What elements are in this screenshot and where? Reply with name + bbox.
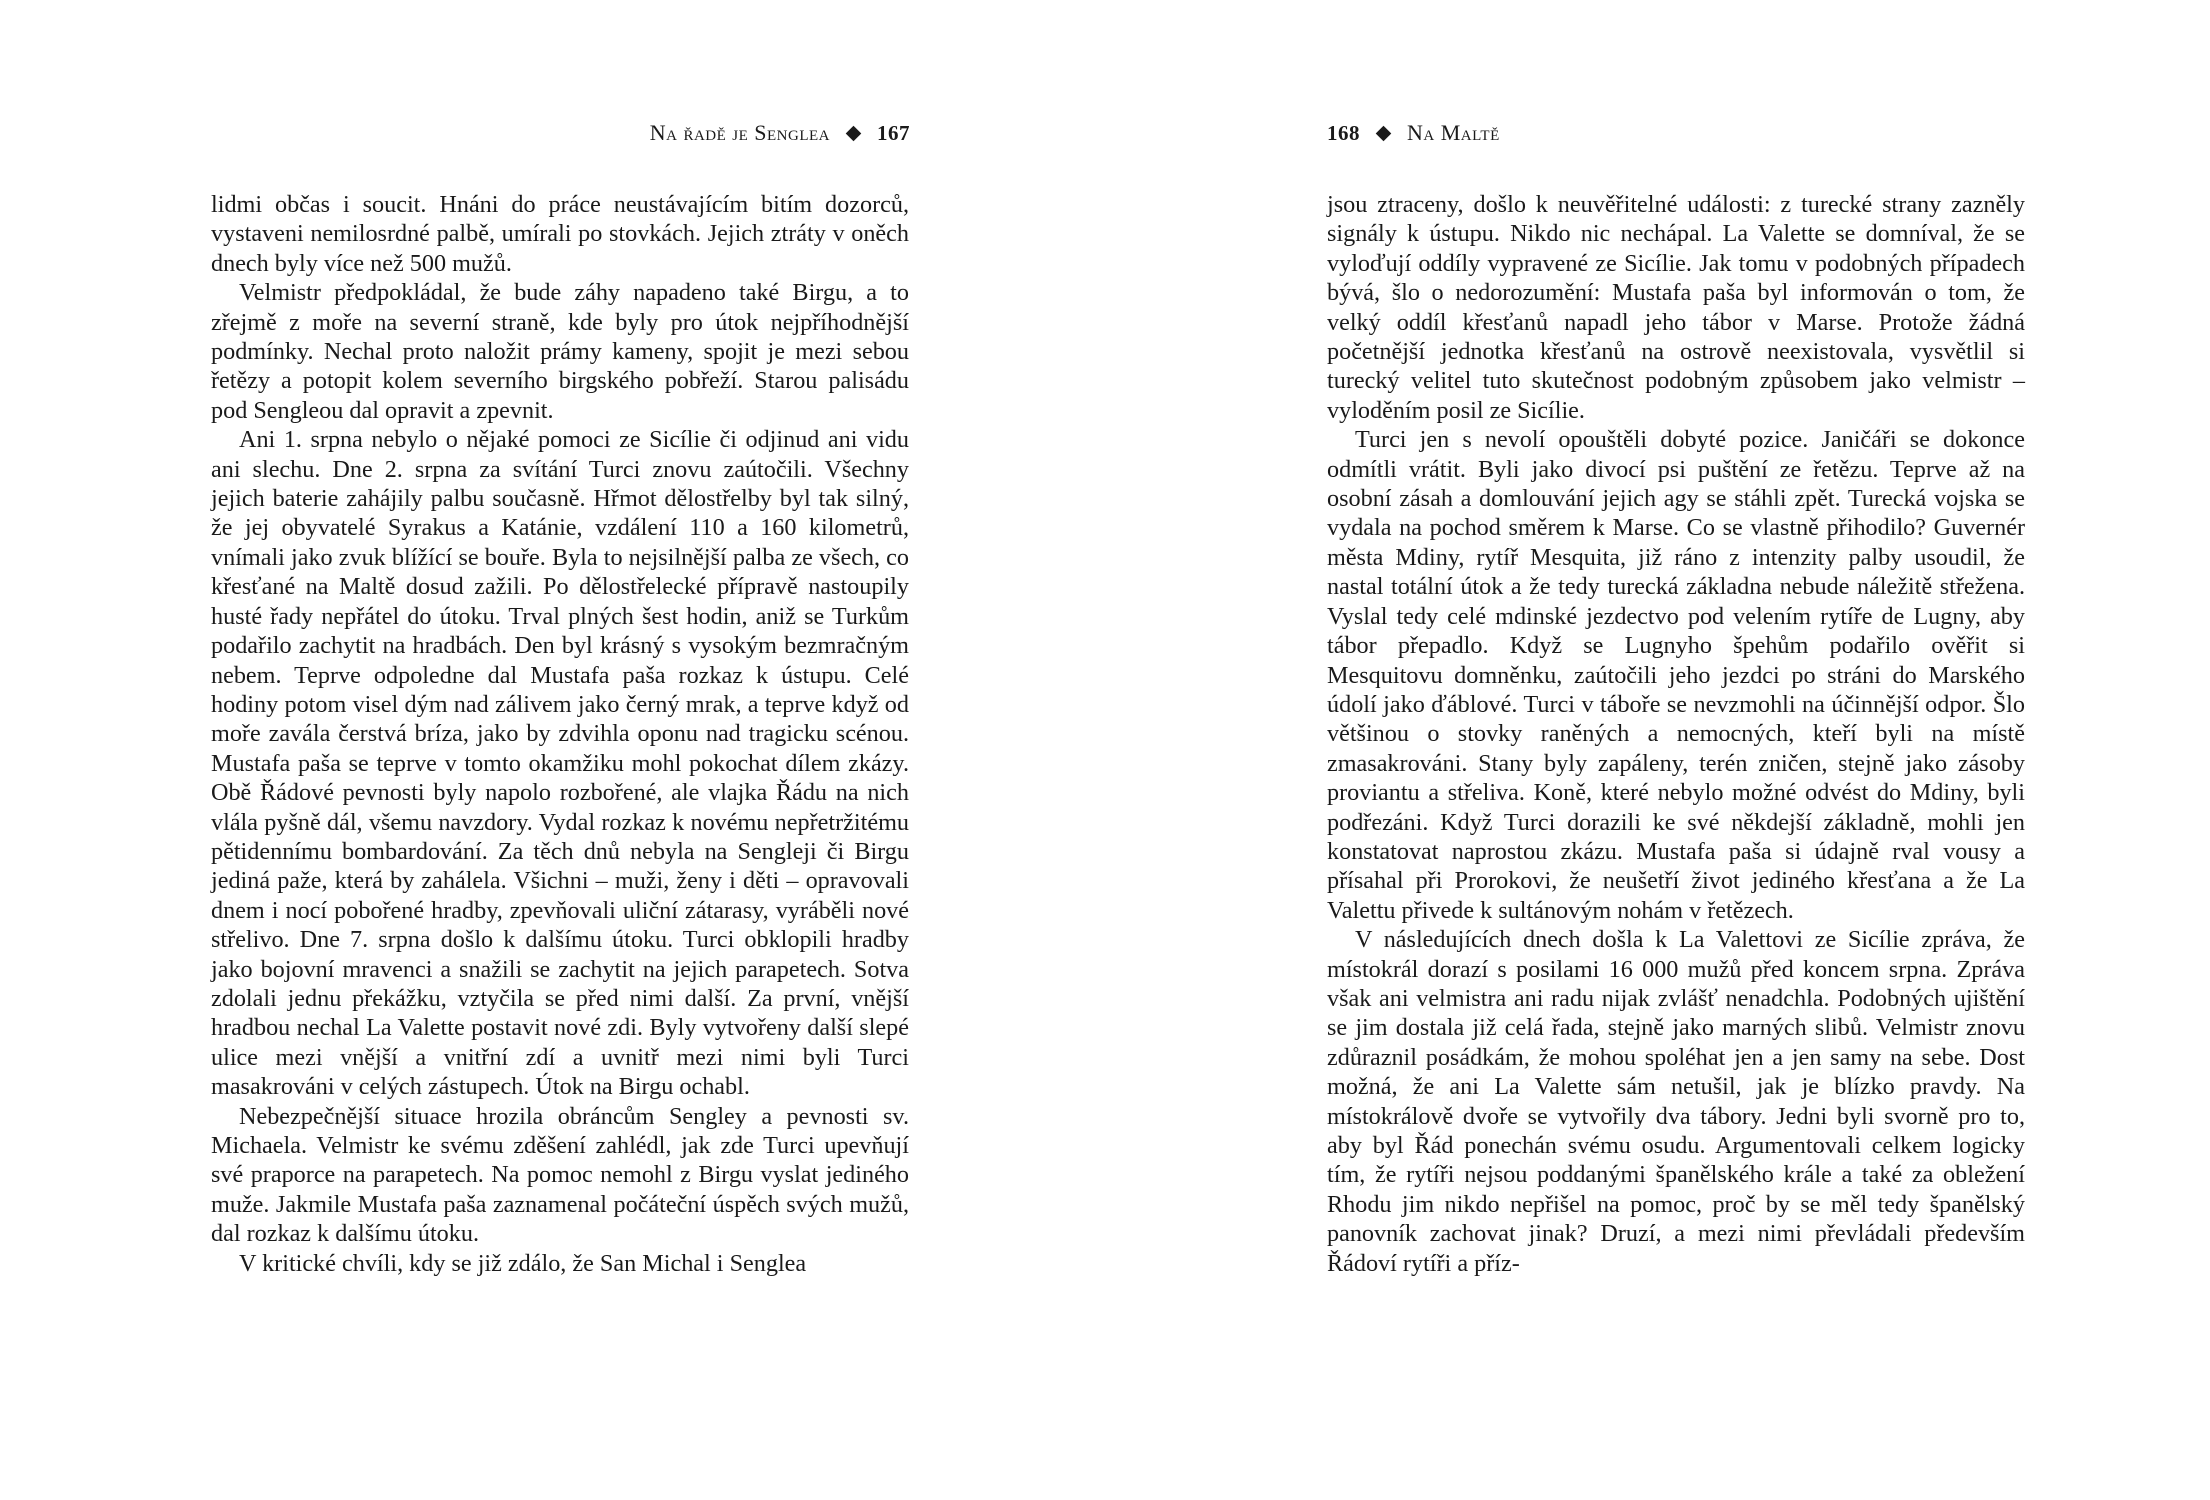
right-page: [1105, 0, 2210, 1500]
body-text-left: [211, 190, 909, 1278]
paragraph: Nebezpečnější situace hrozila obráncům Sengley a pevnosti sv. Michaela. Velmistr ke svému zděšení zahlédl, jak zde Turci upevňují své praporce na parapetech. Na pomoc nemohl z Birgu vyslat jediného muže. Jakmile Mustafa paša zaznamenal počáteční úspěch svých mužů, dal rozkaz k dalšímu útoku.: [211, 1102, 909, 1248]
paragraph: V následujících dnech došla k La Valettovi ze Sicílie zpráva, že místokrál dorazí s posilami 16 000 mužů před koncem srpna. Zpráva však ani velmistra ani radu nijak zvlášť nenadchla. Podobných ujištění se jim dostala již celá řada, stejně jako marných slibů. Velmistr znovu zdůraznil posádkám, že mohou spoléhat jen a jen samy na sebe. Dost možná, že ani La Valette sám netušil, jak je blízko pravdy. Na místokrálově dvoře se vytvořily dva tábory. Jedni byli svorně pro to, aby byl Řád ponechán svému osudu. Argumentovali celkem logicky tím, že rytíři nejsou poddanými španělského krále a také za obležení Rhodu jim nikdo nepřišel na pomoc, proč by se měl tedy španělský panovník zachovat jinak? Druzí, a mezi nimi převládali především Řádoví rytíři a příz-: [1327, 926, 2025, 1277]
book-section-title: Na Maltě: [1407, 120, 1500, 145]
diamond-ornament-icon: [1376, 125, 1392, 141]
paragraph: V kritické chvíli, kdy se již zdálo, že San Michal i Senglea: [239, 1249, 807, 1277]
body-text-right: [1327, 190, 2025, 1278]
chapter-title: Na řadě je Senglea: [649, 120, 830, 145]
page-number: 168: [1327, 120, 1360, 145]
running-head-right: [1327, 120, 1500, 146]
paragraph: Turci jen s nevolí opouštěli dobyté pozice. Janičáři se dokonce odmítli vrátit. Byli jako divocí psi puštění ze řetězu. Teprve až na osobní zásah a domlouvání jejich agy se stáhli zpět. Turecká vojska se vydala na pochod směrem k Marse. Co se vlastně přihodilo? Guvernér města Mdiny, rytíř Mesquita, již ráno z intenzity palby usoudil, že nastal totální útok a že tedy turecká základna nebude náležitě střežena. Vyslal tedy celé mdinské jezdectvo pod velením rytíře de Lugny, aby tábor přepadlo. Když se Lugnyho špehům podařilo ověřit si Mesquitovu domněnku, zaútočili jeho jezdci po stráni do Marského údolí jako ďáblové. Turci v táboře se nevzmohli na účinnější odpor. Šlo většinou o stovky raněných a nemocných, kteří byli na místě zmasakrováni. Stany byly zapáleny, terén zničen, stejně jako zásoby proviantu a střeliva. Koně, které nebylo možné odvést do Mdiny, byli podřezáni. Když Turci dorazili ke své někdejší základně, mohli jen konstatovat naprostou zkázu. Mustafa paša si údajně rval vousy a přísahal při Prorokovi, že neušetří život jediného křesťana a že La Valettu přivede k sultánovým nohám v řetězech.: [1327, 426, 2025, 924]
page-number: 167: [877, 120, 910, 145]
paragraph: jsou ztraceny, došlo k neuvěřitelné události: z turecké strany zazněly signály k ústupu. Nikdo nic nechápal. La Valette se domníval, že se vyloďují oddíly vypravené ze Sicílie. Jak tomu v podobných případech bývá, šlo o nedorozumění: Mustafa paša byl informován o tom, že velký oddíl křesťanů napadl jeho tábor v Marse. Protože žádná početnější jednotka křesťanů na ostrově neexistovala, vysvětlil si turecký velitel tuto skutečnost podobným způsobem jako velmistr – vyloděním posil ze Sicílie.: [1327, 191, 2025, 424]
paragraph: Velmistr předpokládal, že bude záhy napadeno také Birgu, a to zřejmě z moře na severní straně, kde byly pro útok nejpříhodnější podmínky. Nechal proto naložit prámy kameny, spojit je mezi sebou řetězy a potopit kolem severního birgského pobřeží. Starou palisádu pod Sengleou dal opravit a zpevnit.: [211, 279, 909, 424]
running-head-left: [650, 120, 910, 146]
diamond-ornament-icon: [846, 125, 862, 141]
paragraph: lidmi občas i soucit. Hnáni do práce neustávajícím bitím dozorců, vystaveni nemilosrdné palbě, umírali po stovkách. Jejich ztráty v oněch dnech byly více než 500 mužů.: [211, 191, 909, 277]
paragraph: Ani 1. srpna nebylo o nějaké pomoci ze Sicílie či odjinud ani vidu ani slechu. Dne 2. srpna za svítání Turci znovu zaútočili. Všechny jejich baterie zahájily palbu současně. Hřmot dělostřelby byl tak silný, že jej obyvatelé Syrakus a Katánie, vzdálení 110 a 160 kilometrů, vnímali jako zvuk blížící se bouře. Byla to nejsilnější palba ze všech, co křesťané na Maltě dosud zažili. Po dělostřelecké přípravě nastoupily husté řady nepřátel do útoku. Trval plných šest hodin, aniž se Turkům podařilo zachytit na hradbách. Den byl krásný s vysokým bezmračným nebem. Teprve odpoledne dal Mustafa paša rozkaz k ústupu. Celé hodiny potom visel dým nad zálivem jako černý mrak, a teprve když od moře zavála čerstvá bríza, jako by zdvihla oponu nad tragicku scénou. Mustafa paša se teprve v tomto okamžiku mohl pokochat dílem zkázy. Obě Řádové pevnosti byly napolo rozbořené, ale vlajka Řádu na nich vlála pyšně dál, všemu navzdory. Vydal rozkaz k novému nepřetržitému pětidennímu bombardování. Za těch dnů nebyla na Sengleji či Birgu jediná paže, která by zahálela. Všichni – muži, ženy i děti – opravovali dnem i nocí pobořené hradby, zpevňovali uliční zátarasy, vyráběli nové střelivo. Dne 7. srpna došlo k dalšímu útoku. Turci obklopili hradby jako bojovní mravenci a snažili se zachytit na jejich parapetech. Sotva zdolali jednu překážku, vztyčila se před nimi další. Za první, vnější hradbou nechal La Valette postavit nové zdi. Byly vytvořeny další slepé ulice mezi vnější a vnitřní zdí a uvnitř mezi nimi byli Turci masakrováni v celých zástupech. Útok na Birgu ochabl.: [211, 426, 909, 1101]
